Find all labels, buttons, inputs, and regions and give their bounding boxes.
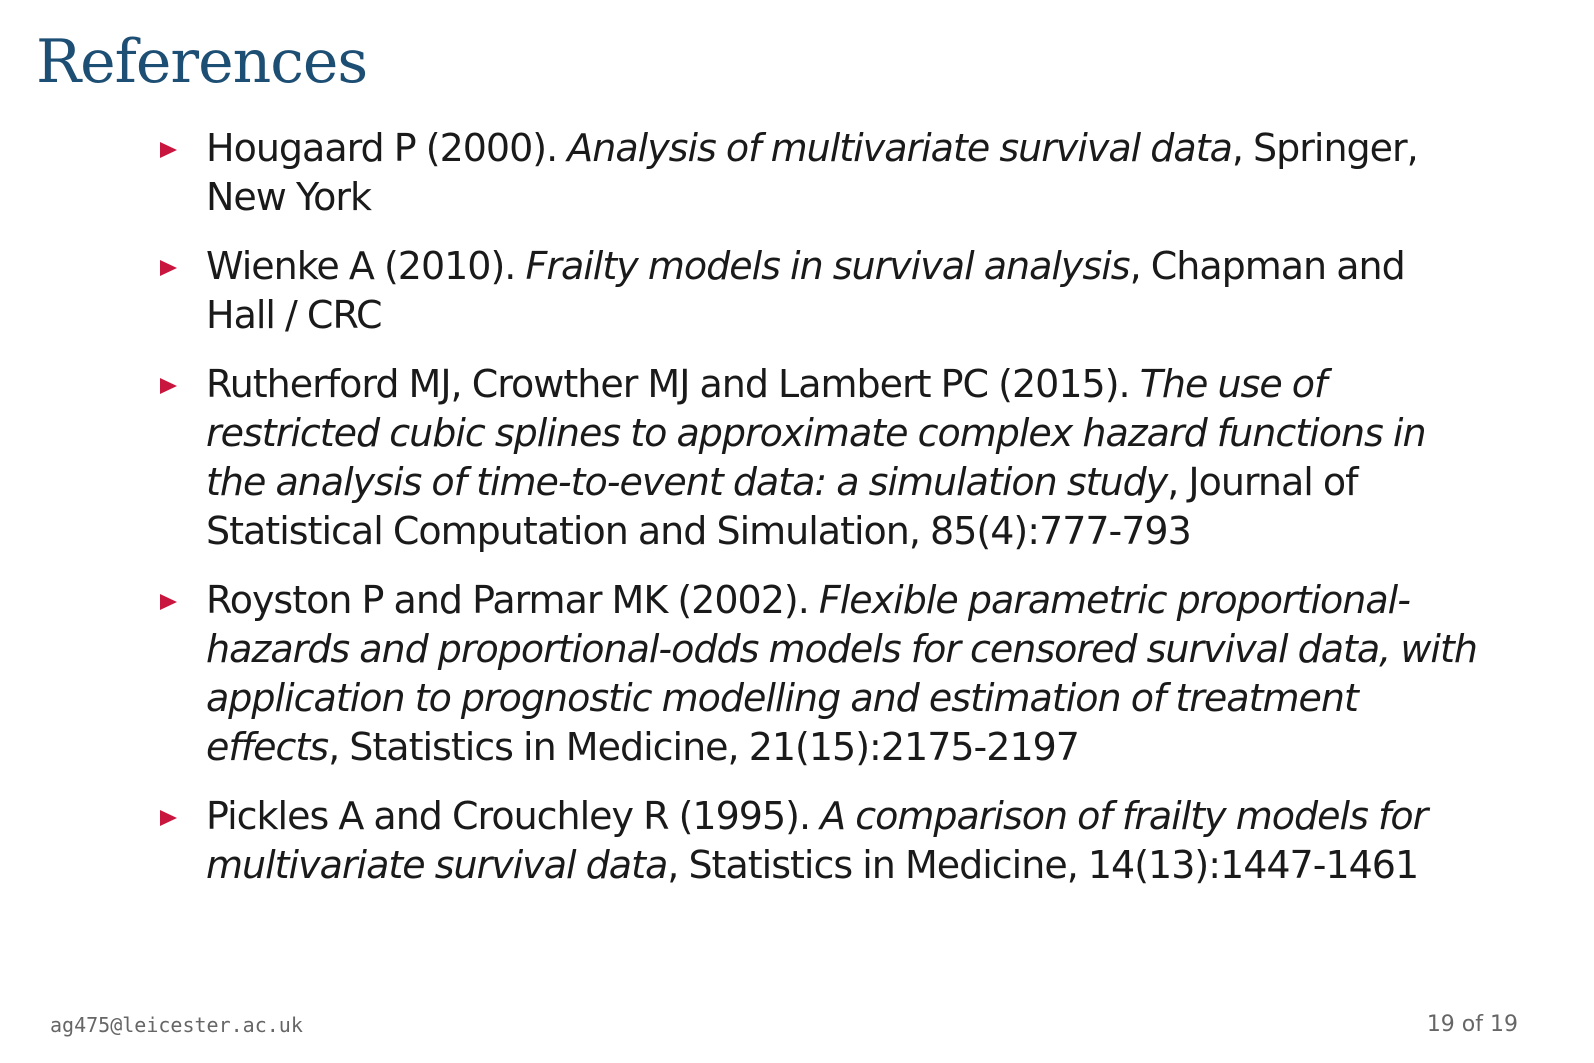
page-number: 19 of 19 <box>1426 1012 1518 1037</box>
reference-text <box>206 124 1480 222</box>
reference-item <box>160 576 1480 772</box>
reference-authors-year: Pickles A and Crouchley R (1995). <box>206 794 821 838</box>
reference-authors-year: Royston P and Parmar MK (2002). <box>206 578 819 622</box>
reference-title: Flexible parametric proportional-hazards and proportional-odds models for censored survival data, with application to prognostic modelling and estimation of treatment effects <box>206 578 1477 769</box>
reference-publisher: , Statistics in Medicine, 21(15):2175-2197 <box>328 725 1079 769</box>
reference-text <box>206 360 1480 556</box>
reference-publisher: , Chapman and Hall / CRC <box>206 244 1405 337</box>
reference-title: Frailty models in survival analysis <box>525 244 1130 288</box>
reference-item <box>160 792 1480 890</box>
reference-text <box>206 242 1480 340</box>
reference-text <box>206 576 1480 772</box>
reference-title: Analysis of multivariate survival data <box>567 126 1232 170</box>
reference-publisher: , Journal of Statistical Computation and Simulation, 85(4):777-793 <box>206 460 1358 553</box>
reference-publisher: , Springer, New York <box>206 126 1418 219</box>
reference-item <box>160 242 1480 340</box>
triangle-bullet-icon <box>160 378 177 394</box>
reference-authors-year: Wienke A (2010). <box>206 244 526 288</box>
footer-email: ag475@leicester.ac.uk <box>50 1013 303 1037</box>
reference-publisher: , Statistics in Medicine, 14(13):1447-1461 <box>667 843 1419 887</box>
reference-item <box>160 124 1480 222</box>
slide-title: References <box>36 27 368 97</box>
triangle-bullet-icon <box>160 142 177 158</box>
triangle-bullet-icon <box>160 594 177 610</box>
reference-item <box>160 360 1480 556</box>
reference-text <box>206 792 1480 890</box>
triangle-bullet-icon <box>160 810 177 826</box>
reference-authors-year: Rutherford MJ, Crowther MJ and Lambert PC (2015). <box>206 362 1140 406</box>
reference-title: The use of restricted cubic splines to approximate complex hazard functions in the analysis of time-to-event data: a simulation study <box>206 362 1426 504</box>
reference-authors-year: Hougaard P (2000). <box>206 126 568 170</box>
reference-list <box>160 124 1480 910</box>
reference-title: A comparison of frailty models for multivariate survival data <box>206 794 1428 887</box>
triangle-bullet-icon <box>160 260 177 276</box>
